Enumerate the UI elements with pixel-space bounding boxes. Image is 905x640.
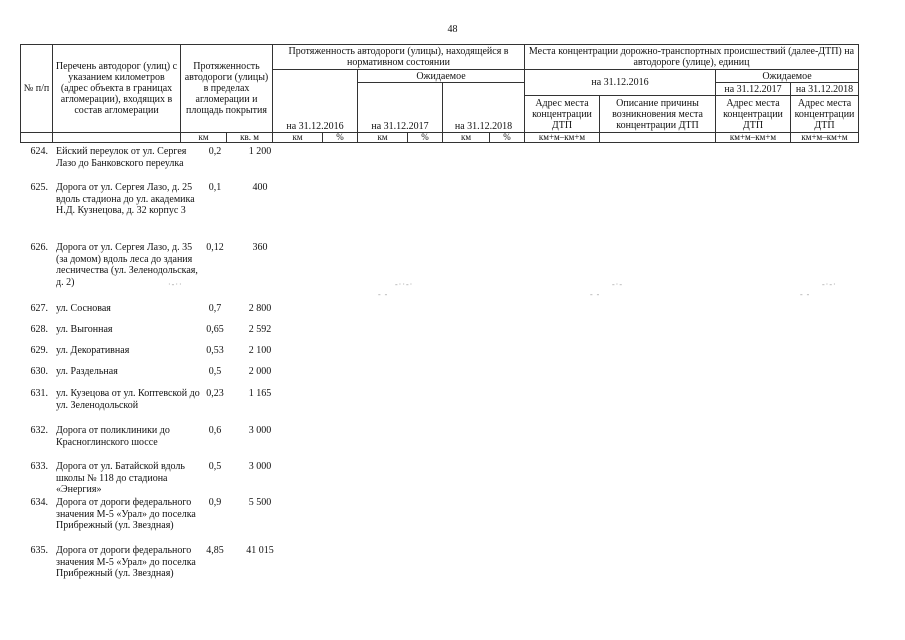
road-name: ул. Выгонная	[56, 324, 113, 335]
road-area-sqm: 2 592	[248, 324, 272, 335]
row-number: 627.	[30, 303, 48, 314]
scan-speck: ·-··	[168, 280, 183, 289]
row-number: 630.	[30, 366, 48, 377]
row-number: 631.	[30, 388, 48, 399]
header-num: № п/п	[21, 45, 53, 133]
road-list	[20, 146, 300, 593]
road-length-km: 0,7	[208, 303, 222, 314]
header-dtp-reason-2016: Описание причины возникновения места концентрации ДТП	[600, 96, 716, 133]
row-number: 629.	[30, 345, 48, 356]
road-length-km: 0,12	[206, 242, 224, 253]
road-area-sqm: 3 000	[248, 461, 272, 472]
table-row	[20, 324, 300, 345]
table-row	[20, 388, 300, 425]
road-length-km: 0,53	[206, 345, 224, 356]
header-norm-2017: на 31.12.2017	[358, 83, 443, 133]
road-length-km: 0,1	[208, 182, 222, 193]
unit-kmkm-2018: км+м–км+м	[791, 133, 859, 143]
road-name: Дорога от ул. Сергея Лазо, д. 25 вдоль стадиона до ул. академика Н.Д. Кузнецова, д. 32 корпус 3	[56, 182, 195, 217]
unit-pct-2018: %	[490, 133, 525, 143]
road-area-sqm: 400	[252, 182, 268, 193]
header-dtp-2016: на 31.12.2016	[525, 70, 716, 96]
header-dtp-address-2016: Адрес места концентрации ДТП	[525, 96, 600, 133]
row-number: 628.	[30, 324, 48, 335]
row-number: 635.	[30, 545, 48, 556]
scan-speck: - -	[590, 290, 601, 299]
row-number: 634.	[30, 497, 48, 508]
header-norm-2018: на 31.12.2018	[443, 83, 525, 133]
header-norm-2016: на 31.12.2016	[273, 70, 358, 133]
road-area-sqm: 1 165	[248, 388, 272, 399]
scan-speck: -·-·	[822, 280, 837, 289]
row-number: 626.	[30, 242, 48, 253]
table-row	[20, 366, 300, 388]
header-table	[20, 44, 859, 143]
road-name: Дорога от поликлиники до Красноглинского шоссе	[56, 425, 170, 448]
road-name: ул. Раздельная	[56, 366, 118, 377]
road-name: ул. Сосновая	[56, 303, 111, 314]
header-list: Перечень автодорог (улиц) с указанием километров (адрес объекта в границах агломерации), входящих в состав агломерации	[53, 45, 181, 133]
road-area-sqm: 2 100	[248, 345, 272, 356]
road-name: Дорога от дороги федерального значения М-5 «Урал» до поселка Прибрежный (ул. Звездная)	[56, 545, 196, 580]
unit-kmkm-2016: км+м–км+м	[525, 133, 600, 143]
table-row	[20, 345, 300, 366]
road-length-km: 0,23	[206, 388, 224, 399]
table-row	[20, 545, 300, 593]
table-row	[20, 182, 300, 242]
scan-speck: -·-	[612, 280, 623, 289]
road-name: Дорога от ул. Сергея Лазо, д. 35 (за домом) вдоль леса до здания лесничества (ул. Зеленодольская, д. 2)	[56, 242, 198, 288]
header-norm-expected: Ожидаемое	[358, 70, 525, 83]
header-dtp: Места концентрации дорожно-транспортных происшествий (далее-ДТП) на автодороге (улице), единиц	[525, 45, 859, 70]
unit-sqm: кв. м	[227, 133, 273, 143]
scan-speck: - -	[378, 290, 389, 299]
road-name: Ейский переулок от ул. Сергея Лазо до Банковского переулка	[56, 146, 187, 169]
road-area-sqm: 1 200	[248, 146, 272, 157]
road-length-km: 0,5	[208, 461, 222, 472]
table-row	[20, 425, 300, 461]
row-number: 632.	[30, 425, 48, 436]
road-length-km: 0,6	[208, 425, 222, 436]
road-area-sqm: 3 000	[248, 425, 272, 436]
unit-km-2018: км	[443, 133, 490, 143]
row-number: 624.	[30, 146, 48, 157]
table-row	[20, 497, 300, 545]
page-number: 48	[447, 24, 458, 35]
table-row	[20, 303, 300, 324]
scan-speck: -··-·	[395, 280, 414, 289]
header-normative: Протяженность автодороги (улицы), находящейся в нормативном состоянии	[273, 45, 525, 70]
road-name: ул. Декоративная	[56, 345, 130, 356]
header-length: Протяженность автодороги (улицы) в пределах агломерации и площадь покрытия	[181, 45, 273, 133]
road-area-sqm: 2 800	[248, 303, 272, 314]
row-number: 633.	[30, 461, 48, 472]
road-length-km: 0,65	[206, 324, 224, 335]
table-row	[20, 146, 300, 182]
road-name: ул. Кузецова от ул. Коптевской до ул. Зеленодольской	[56, 388, 200, 411]
unit-km-2016: км	[273, 133, 323, 143]
road-name: Дорога от дороги федерального значения М-5 «Урал» до поселка Прибрежный (ул. Звездная)	[56, 497, 196, 532]
road-area-sqm: 5 500	[248, 497, 272, 508]
header-dtp-address-2017: Адрес места концентрации ДТП	[716, 96, 791, 133]
road-name: Дорога от ул. Батайской вдоль школы № 118 до стадиона «Энергия»	[56, 461, 185, 496]
unit-pct-2016: %	[323, 133, 358, 143]
unit-pct-2017: %	[408, 133, 443, 143]
unit-km: км	[181, 133, 227, 143]
unit-km-2017: км	[358, 133, 408, 143]
road-length-km: 0,5	[208, 366, 222, 377]
header-dtp-expected: Ожидаемое	[716, 70, 859, 83]
scan-speck: - -	[800, 290, 811, 299]
unit-kmkm-2017: км+м–км+м	[716, 133, 791, 143]
road-length-km: 4,85	[206, 545, 224, 556]
table-row	[20, 461, 300, 497]
road-length-km: 0,9	[208, 497, 222, 508]
road-area-sqm: 41 015	[246, 545, 274, 556]
road-area-sqm: 2 000	[248, 366, 272, 377]
header-dtp-2017: на 31.12.2017	[716, 83, 791, 96]
road-area-sqm: 360	[252, 242, 268, 253]
row-number: 625.	[30, 182, 48, 193]
header-dtp-2018: на 31.12.2018	[791, 83, 859, 96]
road-length-km: 0,2	[208, 146, 222, 157]
header-dtp-address-2018: Адрес места концентрации ДТП	[791, 96, 859, 133]
scan-artifacts	[0, 280, 905, 300]
